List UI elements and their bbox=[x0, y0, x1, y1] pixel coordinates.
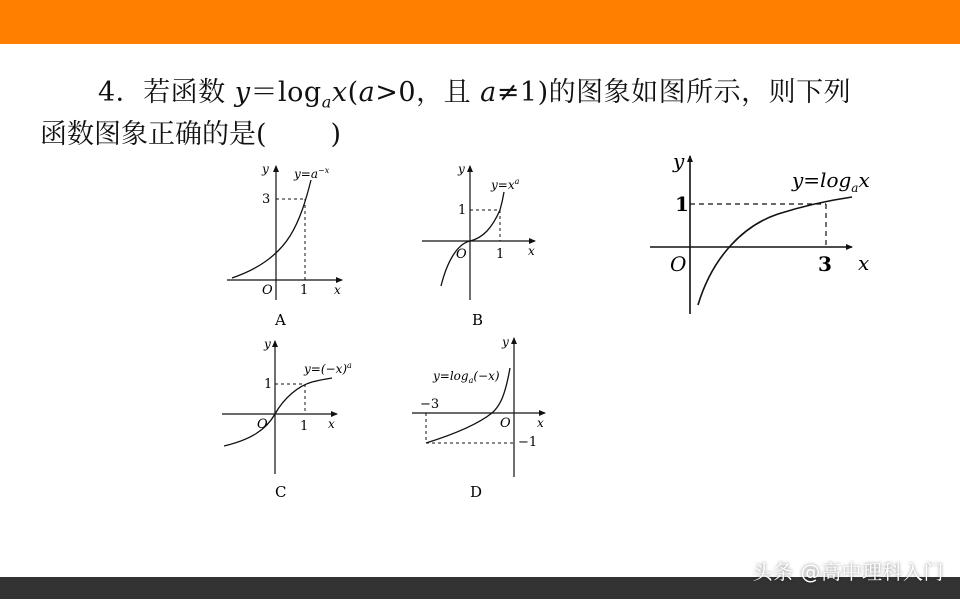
var-x: x bbox=[331, 77, 348, 108]
question-text: 若函数 bbox=[143, 77, 235, 108]
x-axis-label: x bbox=[537, 416, 544, 430]
graph-d bbox=[412, 335, 545, 501]
main-graph bbox=[650, 149, 870, 314]
graph-b bbox=[422, 162, 535, 329]
y-axis-label: y bbox=[502, 335, 509, 349]
tick-label: 1 bbox=[264, 377, 273, 392]
question-text: ≠1)的图象如图所示，则下列 bbox=[496, 77, 852, 108]
x-axis-label: x bbox=[334, 283, 341, 297]
graph-a bbox=[227, 162, 342, 329]
graph-c bbox=[222, 337, 352, 501]
curve bbox=[232, 180, 311, 278]
log-curve bbox=[698, 197, 852, 305]
tick-label: 1 bbox=[300, 419, 309, 434]
curve-label: $y=(-x)^a$ bbox=[304, 361, 352, 376]
curve-label: $y=\log_ax$ bbox=[792, 168, 870, 195]
y-axis-label: y bbox=[673, 149, 685, 173]
y-axis-label: y bbox=[458, 162, 465, 176]
x-axis-label: x bbox=[328, 417, 335, 431]
question-text: >0，且 bbox=[375, 77, 481, 108]
tick-label: −3 bbox=[420, 397, 440, 412]
origin-label: O bbox=[262, 283, 273, 298]
y-axis-label: y bbox=[264, 337, 271, 351]
question-text: ＝log bbox=[250, 77, 322, 108]
origin-label: O bbox=[670, 252, 687, 276]
tick-label: 1 bbox=[458, 203, 467, 218]
curve-label: $y=x^a$ bbox=[491, 177, 520, 192]
question-number: 4． bbox=[98, 77, 144, 108]
origin-label: O bbox=[456, 247, 467, 262]
watermark: 头条 @高中理科入门 bbox=[752, 560, 944, 584]
x-axis-label: x bbox=[858, 251, 870, 275]
var-a: a bbox=[358, 77, 376, 108]
question-text: 函数图象正确的是( bbox=[40, 119, 267, 150]
curve-label: $y=\log_a(-x)$ bbox=[433, 369, 500, 385]
log-base: a bbox=[321, 92, 332, 112]
x-axis-label: x bbox=[528, 244, 535, 258]
tick-label: 1 bbox=[300, 283, 309, 298]
curve-label: $y=a^{-x}$ bbox=[294, 166, 330, 181]
tick-label: 3 bbox=[818, 252, 832, 276]
curve bbox=[224, 378, 332, 446]
var-y: y bbox=[234, 77, 251, 108]
option-label-a: A bbox=[275, 311, 286, 329]
question-text: ) bbox=[330, 119, 342, 150]
curve bbox=[441, 192, 504, 286]
var-a: a bbox=[480, 77, 497, 108]
option-label-c: C bbox=[275, 483, 287, 501]
origin-label: O bbox=[257, 417, 268, 432]
question-text: ( bbox=[347, 77, 359, 108]
origin-label: O bbox=[500, 416, 511, 431]
tick-label: −1 bbox=[518, 435, 538, 450]
y-axis-label: y bbox=[262, 162, 269, 176]
tick-label: 3 bbox=[262, 192, 271, 207]
option-label-b: B bbox=[472, 311, 484, 329]
option-label-d: D bbox=[470, 483, 483, 501]
tick-label: 1 bbox=[496, 247, 505, 262]
tick-label: 1 bbox=[675, 192, 689, 216]
